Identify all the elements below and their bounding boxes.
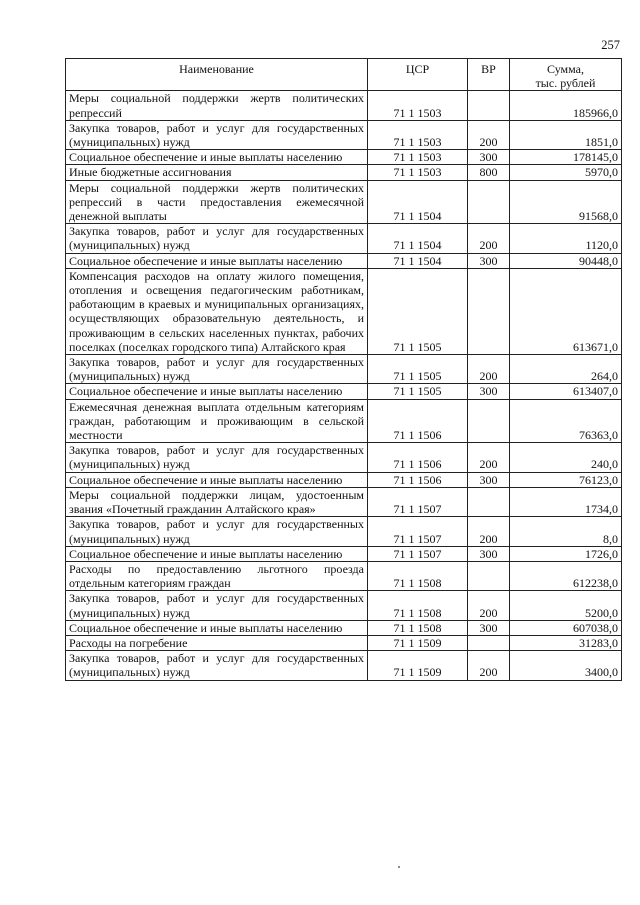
row-name: Расходы по предоставлению льготного проезда отдельным категориям граждан [66,561,368,590]
table-row [66,399,622,443]
row-vr [468,487,510,516]
row-csr: 71 1 1504 [368,180,468,224]
row-sum: 240,0 [510,443,622,472]
row-sum: 1726,0 [510,546,622,561]
table-row [66,180,622,224]
row-name: Расходы на погребение [66,635,368,650]
table-row [66,253,622,268]
table-row [66,591,622,620]
row-name: Социальное обеспечение и иные выплаты населению [66,384,368,399]
row-vr: 200 [468,355,510,384]
row-csr: 71 1 1505 [368,355,468,384]
row-vr: 300 [468,384,510,399]
row-vr: 300 [468,150,510,165]
row-csr: 71 1 1508 [368,620,468,635]
row-name: Социальное обеспечение и иные выплаты населению [66,546,368,561]
row-sum: 3400,0 [510,651,622,680]
row-csr: 71 1 1509 [368,635,468,650]
row-vr: 300 [468,546,510,561]
row-name: Меры социальной поддержки жертв политических репрессий [66,91,368,120]
row-sum: 607038,0 [510,620,622,635]
row-csr: 71 1 1505 [368,268,468,354]
table-row [66,355,622,384]
row-csr: 71 1 1506 [368,443,468,472]
table-row [66,120,622,149]
row-vr: 200 [468,517,510,546]
row-vr: 300 [468,620,510,635]
row-sum: 1851,0 [510,120,622,149]
row-vr: 300 [468,472,510,487]
row-vr [468,180,510,224]
table-row [66,517,622,546]
row-csr: 71 1 1503 [368,165,468,180]
row-sum: 91568,0 [510,180,622,224]
row-vr [468,91,510,120]
header-sum [510,59,622,91]
row-name: Закупка товаров, работ и услуг для государственных (муниципальных) нужд [66,651,368,680]
row-sum: 5200,0 [510,591,622,620]
table-row [66,268,622,354]
row-csr: 71 1 1509 [368,651,468,680]
row-csr: 71 1 1507 [368,487,468,516]
row-name: Закупка товаров, работ и услуг для государственных (муниципальных) нужд [66,517,368,546]
row-name: Ежемесячная денежная выплата отдельным категориям граждан, работающим и проживающим в сельской местности [66,399,368,443]
row-name: Закупка товаров, работ и услуг для государственных (муниципальных) нужд [66,591,368,620]
row-name: Социальное обеспечение и иные выплаты населению [66,472,368,487]
row-csr: 71 1 1507 [368,546,468,561]
row-name: Меры социальной поддержки лицам, удостоенным звания «Почетный гражданин Алтайского края» [66,487,368,516]
table-row [66,487,622,516]
row-vr: 200 [468,651,510,680]
table-header-row [66,59,622,91]
table-row [66,561,622,590]
row-name: Закупка товаров, работ и услуг для государственных (муниципальных) нужд [66,355,368,384]
table-row [66,651,622,680]
row-sum: 76123,0 [510,472,622,487]
table-body [66,91,622,680]
row-csr: 71 1 1508 [368,591,468,620]
row-vr: 200 [468,591,510,620]
row-vr [468,635,510,650]
row-sum: 185966,0 [510,91,622,120]
row-vr [468,561,510,590]
row-vr: 300 [468,253,510,268]
row-sum: 264,0 [510,355,622,384]
table-row [66,384,622,399]
row-sum: 178145,0 [510,150,622,165]
row-name: Иные бюджетные ассигнования [66,165,368,180]
header-name: Наименование [66,59,368,91]
row-vr [468,268,510,354]
table-row [66,635,622,650]
row-vr: 200 [468,224,510,253]
header-vr: ВР [468,59,510,91]
row-sum: 613407,0 [510,384,622,399]
row-csr: 71 1 1504 [368,253,468,268]
table-row [66,165,622,180]
header-sum-line2: тыс. рублей [535,76,596,91]
header-sum-line1: Сумма, [547,62,584,76]
row-sum: 76363,0 [510,399,622,443]
row-sum: 31283,0 [510,635,622,650]
row-sum: 1120,0 [510,224,622,253]
row-name: Социальное обеспечение и иные выплаты населению [66,150,368,165]
row-sum: 5970,0 [510,165,622,180]
table-row [66,546,622,561]
row-sum: 612238,0 [510,561,622,590]
row-name: Закупка товаров, работ и услуг для государственных (муниципальных) нужд [66,224,368,253]
row-vr: 200 [468,120,510,149]
page-number: 257 [601,38,620,52]
table-row [66,443,622,472]
row-name: Социальное обеспечение и иные выплаты населению [66,253,368,268]
row-name: Меры социальной поддержки жертв политических репрессий в части предоставления ежемесячной денежной выплаты [66,180,368,224]
row-vr: 200 [468,443,510,472]
row-vr [468,399,510,443]
row-csr: 71 1 1503 [368,150,468,165]
row-csr: 71 1 1508 [368,561,468,590]
row-sum: 8,0 [510,517,622,546]
row-vr: 800 [468,165,510,180]
row-sum: 613671,0 [510,268,622,354]
row-csr: 71 1 1507 [368,517,468,546]
row-sum: 1734,0 [510,487,622,516]
table-row [66,91,622,120]
scan-speck [398,866,400,868]
row-name: Закупка товаров, работ и услуг для государственных (муниципальных) нужд [66,443,368,472]
budget-table [65,58,622,681]
row-csr: 71 1 1503 [368,120,468,149]
table-row [66,472,622,487]
header-csr: ЦСР [368,59,468,91]
row-csr: 71 1 1505 [368,384,468,399]
row-csr: 71 1 1506 [368,399,468,443]
row-csr: 71 1 1506 [368,472,468,487]
row-csr: 71 1 1504 [368,224,468,253]
row-csr: 71 1 1503 [368,91,468,120]
row-name: Закупка товаров, работ и услуг для государственных (муниципальных) нужд [66,120,368,149]
row-sum: 90448,0 [510,253,622,268]
table-row [66,150,622,165]
row-name: Социальное обеспечение и иные выплаты населению [66,620,368,635]
table-row [66,620,622,635]
row-name: Компенсация расходов на оплату жилого помещения, отопления и освещения педагогическим работникам, работающим в краевых и муниципальных организациях, осуществляющих образовательную деятельность, и проживающим в сельских населенных пунктах, рабочих поселках (поселках городского типа) Алтайского края [66,268,368,354]
table-row [66,224,622,253]
